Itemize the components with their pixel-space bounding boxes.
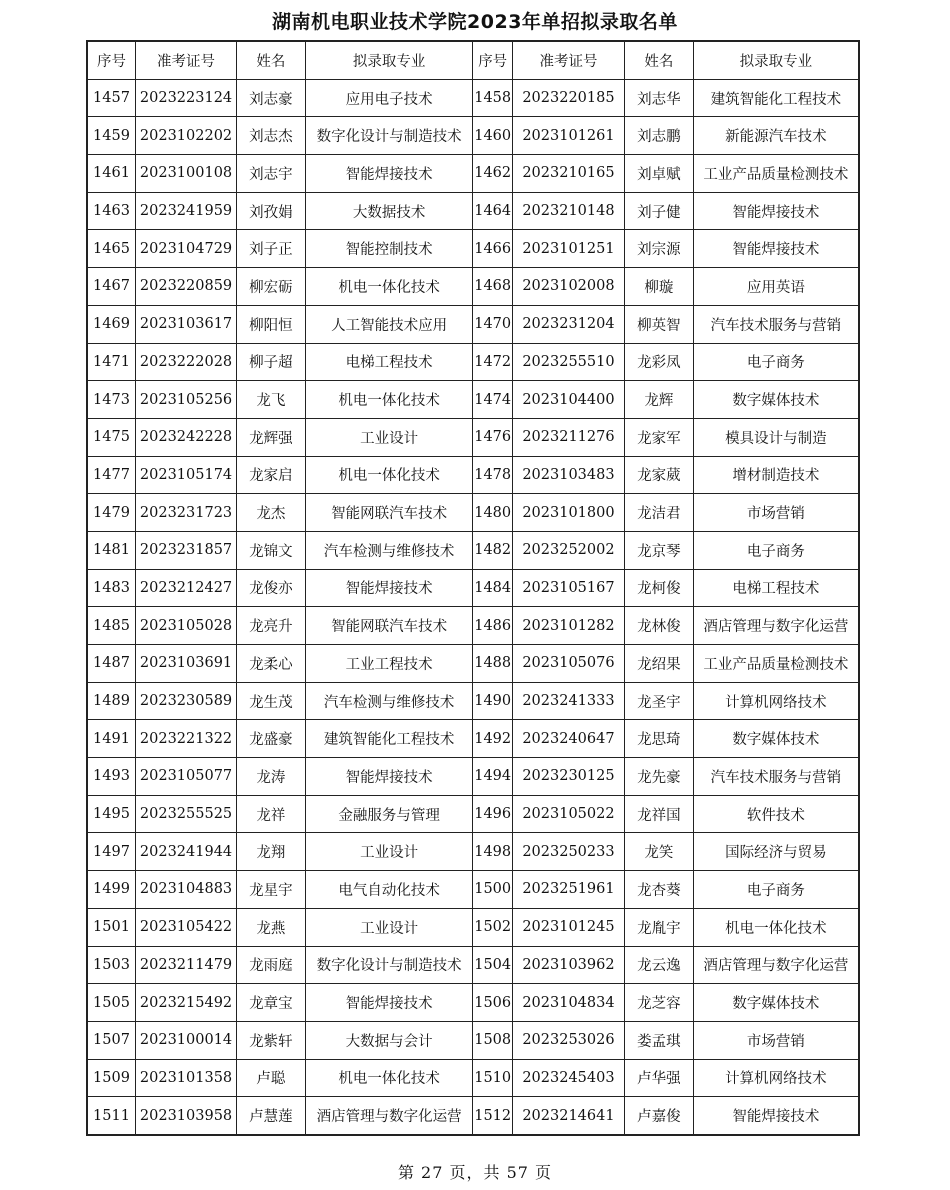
serial-number-cell: 1492 (473, 720, 512, 758)
name-cell: 龙思琦 (625, 720, 694, 758)
name-cell: 刘宗源 (625, 230, 694, 268)
column-header: 拟录取专业 (693, 41, 859, 79)
serial-number-cell: 1465 (87, 230, 136, 268)
exam-id-cell: 2023104729 (136, 230, 237, 268)
name-cell: 龙林俊 (625, 607, 694, 645)
serial-number-cell: 1491 (87, 720, 136, 758)
major-cell: 软件技术 (693, 795, 859, 833)
major-cell: 酒店管理与数字化运营 (305, 1097, 473, 1135)
table-body (87, 79, 859, 1135)
major-cell: 汽车检测与维修技术 (305, 682, 473, 720)
major-cell: 汽车技术服务与营销 (693, 305, 859, 343)
exam-id-cell: 2023252002 (512, 531, 624, 569)
table-row (87, 645, 859, 683)
exam-id-cell: 2023214641 (512, 1097, 624, 1135)
major-cell: 数字媒体技术 (693, 720, 859, 758)
serial-number-cell: 1478 (473, 456, 512, 494)
major-cell: 机电一体化技术 (693, 908, 859, 946)
serial-number-cell: 1488 (473, 645, 512, 683)
exam-id-cell: 2023253026 (512, 1021, 624, 1059)
exam-id-cell: 2023223124 (136, 79, 237, 117)
exam-id-cell: 2023101245 (512, 908, 624, 946)
name-cell: 龙芝容 (625, 984, 694, 1022)
exam-id-cell: 2023215492 (136, 984, 237, 1022)
name-cell: 龙雨庭 (237, 946, 306, 984)
major-cell: 建筑智能化工程技术 (305, 720, 473, 758)
serial-number-cell: 1459 (87, 117, 136, 155)
serial-number-cell: 1467 (87, 268, 136, 306)
major-cell: 应用电子技术 (305, 79, 473, 117)
name-cell: 龙星宇 (237, 871, 306, 909)
serial-number-cell: 1463 (87, 192, 136, 230)
name-cell: 龙胤宇 (625, 908, 694, 946)
serial-number-cell: 1466 (473, 230, 512, 268)
table-row (87, 494, 859, 532)
major-cell: 汽车技术服务与营销 (693, 758, 859, 796)
name-cell: 龙涛 (237, 758, 306, 796)
serial-number-cell: 1496 (473, 795, 512, 833)
name-cell: 龙辉 (625, 381, 694, 419)
major-cell: 工业设计 (305, 908, 473, 946)
exam-id-cell: 2023105022 (512, 795, 624, 833)
serial-number-cell: 1457 (87, 79, 136, 117)
name-cell: 龙彩凤 (625, 343, 694, 381)
major-cell: 酒店管理与数字化运营 (693, 607, 859, 645)
table-row (87, 1097, 859, 1135)
name-cell: 娄孟琪 (625, 1021, 694, 1059)
table-row (87, 720, 859, 758)
major-cell: 计算机网络技术 (693, 1059, 859, 1097)
name-cell: 龙飞 (237, 381, 306, 419)
table-row (87, 305, 859, 343)
exam-id-cell: 2023220185 (512, 79, 624, 117)
table-row (87, 984, 859, 1022)
major-cell: 酒店管理与数字化运营 (693, 946, 859, 984)
name-cell: 刘孜娟 (237, 192, 306, 230)
name-cell: 龙紫轩 (237, 1021, 306, 1059)
exam-id-cell: 2023104834 (512, 984, 624, 1022)
major-cell: 智能焊接技术 (305, 984, 473, 1022)
exam-id-cell: 2023220859 (136, 268, 237, 306)
serial-number-cell: 1477 (87, 456, 136, 494)
table-row (87, 569, 859, 607)
name-cell: 龙洁君 (625, 494, 694, 532)
exam-id-cell: 2023245403 (512, 1059, 624, 1097)
exam-id-cell: 2023250233 (512, 833, 624, 871)
name-cell: 龙盛豪 (237, 720, 306, 758)
table-row (87, 381, 859, 419)
name-cell: 龙笑 (625, 833, 694, 871)
major-cell: 工业设计 (305, 418, 473, 456)
name-cell: 龙锦文 (237, 531, 306, 569)
table-row (87, 946, 859, 984)
document-title: 湖南机电职业技术学院2023年单招拟录取名单 (272, 11, 678, 33)
serial-number-cell: 1473 (87, 381, 136, 419)
major-cell: 模具设计与制造 (693, 418, 859, 456)
exam-id-cell: 2023103617 (136, 305, 237, 343)
column-header: 姓名 (625, 41, 694, 79)
major-cell: 市场营销 (693, 494, 859, 532)
exam-id-cell: 2023231204 (512, 305, 624, 343)
name-cell: 柳英智 (625, 305, 694, 343)
serial-number-cell: 1497 (87, 833, 136, 871)
major-cell: 增材制造技术 (693, 456, 859, 494)
major-cell: 金融服务与管理 (305, 795, 473, 833)
table-row (87, 192, 859, 230)
serial-number-cell: 1487 (87, 645, 136, 683)
exam-id-cell: 2023241944 (136, 833, 237, 871)
column-header: 准考证号 (136, 41, 237, 79)
name-cell: 龙生茂 (237, 682, 306, 720)
major-cell: 大数据与会计 (305, 1021, 473, 1059)
exam-id-cell: 2023230589 (136, 682, 237, 720)
major-cell: 智能焊接技术 (305, 155, 473, 193)
name-cell: 龙圣宇 (625, 682, 694, 720)
name-cell: 柳宏砺 (237, 268, 306, 306)
major-cell: 数字媒体技术 (693, 381, 859, 419)
serial-number-cell: 1485 (87, 607, 136, 645)
table-header-row (87, 41, 859, 79)
major-cell: 智能网联汽车技术 (305, 494, 473, 532)
name-cell: 卢嘉俊 (625, 1097, 694, 1135)
exam-id-cell: 2023210165 (512, 155, 624, 193)
name-cell: 龙燕 (237, 908, 306, 946)
major-cell: 智能控制技术 (305, 230, 473, 268)
exam-id-cell: 2023242228 (136, 418, 237, 456)
name-cell: 柳阳恒 (237, 305, 306, 343)
serial-number-cell: 1474 (473, 381, 512, 419)
exam-id-cell: 2023255510 (512, 343, 624, 381)
table-row (87, 1059, 859, 1097)
exam-id-cell: 2023241959 (136, 192, 237, 230)
column-header: 序号 (87, 41, 136, 79)
major-cell: 智能焊接技术 (693, 1097, 859, 1135)
serial-number-cell: 1502 (473, 908, 512, 946)
exam-id-cell: 2023231857 (136, 531, 237, 569)
name-cell: 龙家启 (237, 456, 306, 494)
exam-id-cell: 2023105076 (512, 645, 624, 683)
table-row (87, 1021, 859, 1059)
table-row (87, 79, 859, 117)
column-header: 拟录取专业 (305, 41, 473, 79)
exam-id-cell: 2023240647 (512, 720, 624, 758)
name-cell: 龙柔心 (237, 645, 306, 683)
serial-number-cell: 1493 (87, 758, 136, 796)
major-cell: 工业产品质量检测技术 (693, 155, 859, 193)
exam-id-cell: 2023105174 (136, 456, 237, 494)
exam-id-cell: 2023211479 (136, 946, 237, 984)
table-row (87, 795, 859, 833)
name-cell: 龙辉强 (237, 418, 306, 456)
name-cell: 龙祥国 (625, 795, 694, 833)
major-cell: 国际经济与贸易 (693, 833, 859, 871)
major-cell: 机电一体化技术 (305, 456, 473, 494)
name-cell: 龙云逸 (625, 946, 694, 984)
serial-number-cell: 1505 (87, 984, 136, 1022)
table-row (87, 758, 859, 796)
name-cell: 刘卓赋 (625, 155, 694, 193)
serial-number-cell: 1461 (87, 155, 136, 193)
exam-id-cell: 2023230125 (512, 758, 624, 796)
major-cell: 工业产品质量检测技术 (693, 645, 859, 683)
exam-id-cell: 2023105256 (136, 381, 237, 419)
exam-id-cell: 2023210148 (512, 192, 624, 230)
name-cell: 刘子正 (237, 230, 306, 268)
serial-number-cell: 1512 (473, 1097, 512, 1135)
serial-number-cell: 1499 (87, 871, 136, 909)
exam-id-cell: 2023105167 (512, 569, 624, 607)
major-cell: 智能焊接技术 (305, 569, 473, 607)
table-row (87, 268, 859, 306)
exam-id-cell: 2023105422 (136, 908, 237, 946)
serial-number-cell: 1471 (87, 343, 136, 381)
major-cell: 工业设计 (305, 833, 473, 871)
major-cell: 新能源汽车技术 (693, 117, 859, 155)
exam-id-cell: 2023100014 (136, 1021, 237, 1059)
major-cell: 机电一体化技术 (305, 1059, 473, 1097)
column-header: 序号 (473, 41, 512, 79)
exam-id-cell: 2023102202 (136, 117, 237, 155)
exam-id-cell: 2023104400 (512, 381, 624, 419)
serial-number-cell: 1510 (473, 1059, 512, 1097)
serial-number-cell: 1476 (473, 418, 512, 456)
name-cell: 卢慧莲 (237, 1097, 306, 1135)
exam-id-cell: 2023103958 (136, 1097, 237, 1135)
column-header: 准考证号 (512, 41, 624, 79)
major-cell: 市场营销 (693, 1021, 859, 1059)
name-cell: 龙翔 (237, 833, 306, 871)
name-cell: 龙京琴 (625, 531, 694, 569)
serial-number-cell: 1479 (87, 494, 136, 532)
table-row (87, 230, 859, 268)
exam-id-cell: 2023101800 (512, 494, 624, 532)
serial-number-cell: 1498 (473, 833, 512, 871)
major-cell: 机电一体化技术 (305, 268, 473, 306)
exam-id-cell: 2023101358 (136, 1059, 237, 1097)
exam-id-cell: 2023103962 (512, 946, 624, 984)
major-cell: 电子商务 (693, 871, 859, 909)
name-cell: 龙俊亦 (237, 569, 306, 607)
exam-id-cell: 2023105028 (136, 607, 237, 645)
name-cell: 刘志鹏 (625, 117, 694, 155)
major-cell: 人工智能技术应用 (305, 305, 473, 343)
serial-number-cell: 1501 (87, 908, 136, 946)
serial-number-cell: 1460 (473, 117, 512, 155)
serial-number-cell: 1462 (473, 155, 512, 193)
exam-id-cell: 2023212427 (136, 569, 237, 607)
column-header: 姓名 (237, 41, 306, 79)
serial-number-cell: 1508 (473, 1021, 512, 1059)
table-row (87, 343, 859, 381)
table-row (87, 456, 859, 494)
table-row (87, 833, 859, 871)
name-cell: 刘志杰 (237, 117, 306, 155)
serial-number-cell: 1509 (87, 1059, 136, 1097)
serial-number-cell: 1475 (87, 418, 136, 456)
name-cell: 龙亮升 (237, 607, 306, 645)
major-cell: 数字化设计与制造技术 (305, 946, 473, 984)
serial-number-cell: 1480 (473, 494, 512, 532)
table-row (87, 607, 859, 645)
exam-id-cell: 2023101282 (512, 607, 624, 645)
serial-number-cell: 1503 (87, 946, 136, 984)
name-cell: 龙家军 (625, 418, 694, 456)
name-cell: 柳璇 (625, 268, 694, 306)
name-cell: 龙祥 (237, 795, 306, 833)
table-row (87, 908, 859, 946)
serial-number-cell: 1486 (473, 607, 512, 645)
exam-id-cell: 2023222028 (136, 343, 237, 381)
exam-id-cell: 2023251961 (512, 871, 624, 909)
exam-id-cell: 2023105077 (136, 758, 237, 796)
major-cell: 工业工程技术 (305, 645, 473, 683)
major-cell: 数字化设计与制造技术 (305, 117, 473, 155)
page-footer: 第 27 页，共 57 页 (397, 1163, 553, 1182)
exam-id-cell: 2023104883 (136, 871, 237, 909)
name-cell: 刘志宇 (237, 155, 306, 193)
table-row (87, 871, 859, 909)
exam-id-cell: 2023231723 (136, 494, 237, 532)
serial-number-cell: 1458 (473, 79, 512, 117)
major-cell: 智能焊接技术 (693, 192, 859, 230)
major-cell: 机电一体化技术 (305, 381, 473, 419)
serial-number-cell: 1495 (87, 795, 136, 833)
name-cell: 龙章宝 (237, 984, 306, 1022)
major-cell: 智能焊接技术 (305, 758, 473, 796)
serial-number-cell: 1470 (473, 305, 512, 343)
serial-number-cell: 1464 (473, 192, 512, 230)
serial-number-cell: 1511 (87, 1097, 136, 1135)
name-cell: 刘志豪 (237, 79, 306, 117)
serial-number-cell: 1494 (473, 758, 512, 796)
name-cell: 柳子超 (237, 343, 306, 381)
name-cell: 卢华强 (625, 1059, 694, 1097)
table-row (87, 682, 859, 720)
major-cell: 电梯工程技术 (693, 569, 859, 607)
serial-number-cell: 1490 (473, 682, 512, 720)
exam-id-cell: 2023241333 (512, 682, 624, 720)
major-cell: 应用英语 (693, 268, 859, 306)
exam-id-cell: 2023211276 (512, 418, 624, 456)
serial-number-cell: 1489 (87, 682, 136, 720)
name-cell: 卢聪 (237, 1059, 306, 1097)
major-cell: 计算机网络技术 (693, 682, 859, 720)
serial-number-cell: 1483 (87, 569, 136, 607)
major-cell: 电梯工程技术 (305, 343, 473, 381)
exam-id-cell: 2023101261 (512, 117, 624, 155)
serial-number-cell: 1469 (87, 305, 136, 343)
name-cell: 龙家葳 (625, 456, 694, 494)
name-cell: 龙杰 (237, 494, 306, 532)
serial-number-cell: 1468 (473, 268, 512, 306)
name-cell: 刘子健 (625, 192, 694, 230)
serial-number-cell: 1500 (473, 871, 512, 909)
exam-id-cell: 2023103691 (136, 645, 237, 683)
exam-id-cell: 2023101251 (512, 230, 624, 268)
exam-id-cell: 2023100108 (136, 155, 237, 193)
serial-number-cell: 1504 (473, 946, 512, 984)
name-cell: 龙绍果 (625, 645, 694, 683)
table-row (87, 531, 859, 569)
serial-number-cell: 1481 (87, 531, 136, 569)
table-row (87, 155, 859, 193)
serial-number-cell: 1482 (473, 531, 512, 569)
major-cell: 电子商务 (693, 343, 859, 381)
exam-id-cell: 2023102008 (512, 268, 624, 306)
major-cell: 电子商务 (693, 531, 859, 569)
exam-id-cell: 2023221322 (136, 720, 237, 758)
major-cell: 智能网联汽车技术 (305, 607, 473, 645)
exam-id-cell: 2023103483 (512, 456, 624, 494)
major-cell: 大数据技术 (305, 192, 473, 230)
name-cell: 龙柯俊 (625, 569, 694, 607)
name-cell: 刘志华 (625, 79, 694, 117)
serial-number-cell: 1506 (473, 984, 512, 1022)
major-cell: 建筑智能化工程技术 (693, 79, 859, 117)
name-cell: 龙杏葵 (625, 871, 694, 909)
serial-number-cell: 1472 (473, 343, 512, 381)
name-cell: 龙先豪 (625, 758, 694, 796)
major-cell: 汽车检测与维修技术 (305, 531, 473, 569)
admission-table (86, 40, 860, 1136)
serial-number-cell: 1507 (87, 1021, 136, 1059)
table-row (87, 117, 859, 155)
major-cell: 数字媒体技术 (693, 984, 859, 1022)
major-cell: 智能焊接技术 (693, 230, 859, 268)
major-cell: 电气自动化技术 (305, 871, 473, 909)
exam-id-cell: 2023255525 (136, 795, 237, 833)
serial-number-cell: 1484 (473, 569, 512, 607)
table-row (87, 418, 859, 456)
